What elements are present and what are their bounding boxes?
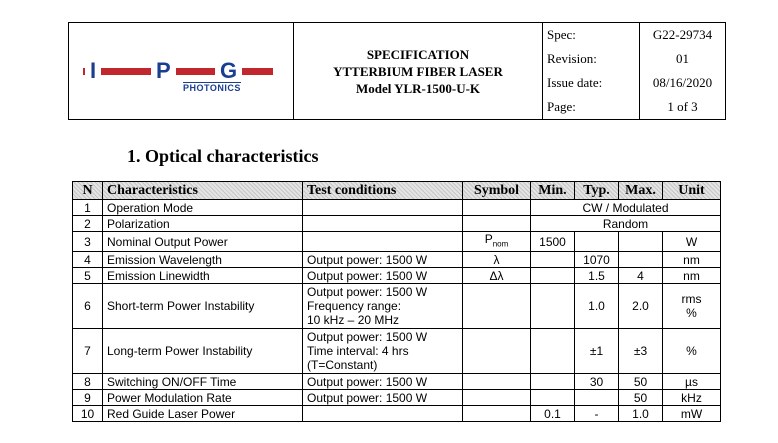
test-conditions — [303, 390, 463, 406]
test-conditions — [303, 268, 463, 284]
min-value: 1500 — [531, 232, 575, 252]
col-header-test-conditions: Test conditions — [303, 182, 463, 200]
table-row — [73, 390, 721, 406]
meta-value: G22-29734 — [652, 27, 713, 42]
col-header-unit: Unit — [663, 182, 721, 200]
col-header-characteristics: Characteristics — [103, 182, 303, 200]
row-number: 4 — [73, 252, 103, 268]
test-conditions — [303, 232, 463, 252]
unit: nm — [663, 268, 721, 284]
test-condition-line: Output power: 1500 W — [307, 390, 428, 405]
row-number: 10 — [73, 406, 103, 422]
symbol: λ — [463, 252, 531, 268]
test-condition-line: Output power: 1500 W — [307, 374, 428, 389]
typ-value — [575, 390, 619, 406]
meta-label: Spec: — [543, 23, 640, 47]
test-conditions — [303, 216, 463, 232]
characteristic: Short-term Power Instability — [103, 284, 303, 329]
max-value: 2.0 — [619, 284, 663, 329]
characteristic: Red Guide Laser Power — [103, 406, 303, 422]
test-conditions — [303, 374, 463, 390]
table-row — [73, 374, 721, 390]
test-conditions — [303, 406, 463, 422]
table-row — [73, 329, 721, 374]
logo-letter-g: G — [215, 58, 242, 84]
max-value: 50 — [619, 390, 663, 406]
table-header-row — [73, 182, 721, 200]
unit-line: % — [686, 306, 697, 321]
test-condition-line: Output power: 1500 W — [307, 268, 428, 283]
section-title: 1. Optical characteristics — [127, 146, 319, 166]
test-conditions — [303, 284, 463, 329]
typ-value: ±1 — [575, 329, 619, 374]
characteristic: Emission Linewidth — [103, 268, 303, 284]
characteristics-table — [72, 181, 721, 422]
unit: kHz — [663, 390, 721, 406]
col-header-symbol: Symbol — [463, 182, 531, 200]
min-value — [531, 374, 575, 390]
unit: W — [663, 232, 721, 252]
col-header-n: N — [73, 182, 103, 200]
symbol — [463, 284, 531, 329]
meta-table — [543, 23, 725, 119]
meta-value: 01 — [676, 51, 689, 66]
typ-value: 1.5 — [575, 268, 619, 284]
unit: nm — [663, 252, 721, 268]
min-value — [531, 268, 575, 284]
table-row — [73, 268, 721, 284]
col-header-typ: Typ. — [575, 182, 619, 200]
min-value — [531, 252, 575, 268]
logo-subtext: PHOTONICS — [183, 83, 241, 93]
unit — [663, 284, 721, 329]
typ-value: 1.0 — [575, 284, 619, 329]
max-value: ±3 — [619, 329, 663, 374]
row-number: 2 — [73, 216, 103, 232]
characteristic: Switching ON/OFF Time — [103, 374, 303, 390]
row-number: 6 — [73, 284, 103, 329]
table-row — [73, 232, 721, 252]
table-row — [73, 406, 721, 422]
table-row — [73, 200, 721, 216]
col-header-min: Min. — [531, 182, 575, 200]
document-title — [294, 23, 543, 120]
symbol — [463, 232, 531, 252]
symbol — [463, 216, 531, 232]
typ-value — [575, 232, 619, 252]
row-number: 7 — [73, 329, 103, 374]
characteristic: Operation Mode — [103, 200, 303, 216]
test-condition-line: Time interval: 4 hrs — [307, 344, 409, 359]
test-condition-line: Output power: 1500 W — [307, 330, 428, 345]
max-value: 4 — [619, 268, 663, 284]
characteristic: Long-term Power Instability — [103, 329, 303, 374]
table-row — [73, 216, 721, 232]
characteristic: Power Modulation Rate — [103, 390, 303, 406]
title-line-1: SPECIFICATION — [366, 46, 470, 62]
test-condition-line: 10 kHz – 20 MHz — [307, 313, 400, 328]
max-value: 1.0 — [619, 406, 663, 422]
meta-value: 08/16/2020 — [652, 75, 713, 90]
meta-label: Revision: — [543, 47, 640, 71]
meta-label: Issue date: — [543, 71, 640, 95]
symbol — [463, 406, 531, 422]
test-conditions — [303, 329, 463, 374]
title-line-3: Model YLR-1500-U-K — [355, 80, 481, 96]
test-conditions — [303, 252, 463, 268]
symbol-base: P — [484, 232, 493, 246]
test-condition-line: Frequency range: — [307, 299, 402, 314]
table-row — [73, 252, 721, 268]
meta-label: Page: — [543, 95, 640, 119]
max-value — [619, 252, 663, 268]
typ-value: 30 — [575, 374, 619, 390]
test-condition-line: (T=Constant) — [307, 358, 378, 373]
meta-row — [543, 71, 725, 95]
row-number: 5 — [73, 268, 103, 284]
test-conditions — [303, 200, 463, 216]
row-number: 9 — [73, 390, 103, 406]
symbol: Δλ — [463, 268, 531, 284]
ipg-photonics-logo — [83, 58, 273, 92]
test-condition-line: Output power: 1500 W — [307, 285, 428, 300]
max-value: 50 — [619, 374, 663, 390]
merged-value: Random — [531, 216, 721, 232]
unit: µs — [663, 374, 721, 390]
symbol — [463, 200, 531, 216]
meta-row — [543, 47, 725, 71]
min-value: 0.1 — [531, 406, 575, 422]
characteristic: Emission Wavelength — [103, 252, 303, 268]
unit: mW — [663, 406, 721, 422]
symbol-subscript: nom — [492, 239, 509, 249]
col-header-max: Max. — [619, 182, 663, 200]
unit: % — [663, 329, 721, 374]
document-header — [68, 22, 726, 120]
logo-red-band — [83, 68, 273, 75]
merged-value: CW / Modulated — [531, 200, 721, 216]
min-value — [531, 329, 575, 374]
document-meta — [543, 23, 726, 120]
symbol — [463, 374, 531, 390]
test-condition-line: Output power: 1500 W — [307, 252, 428, 267]
meta-row — [543, 95, 725, 119]
max-value — [619, 232, 663, 252]
logo-letter-p: P — [151, 58, 176, 84]
symbol — [463, 329, 531, 374]
min-value — [531, 390, 575, 406]
characteristic: Polarization — [103, 216, 303, 232]
meta-row — [543, 23, 725, 47]
row-number: 3 — [73, 232, 103, 252]
logo-letter-i: I — [85, 58, 101, 84]
title-line-2: YTTERBIUM FIBER LASER — [333, 63, 503, 79]
symbol — [463, 390, 531, 406]
row-number: 8 — [73, 374, 103, 390]
typ-value: 1070 — [575, 252, 619, 268]
row-number: 1 — [73, 200, 103, 216]
meta-value: 1 of 3 — [667, 99, 698, 114]
table-row — [73, 284, 721, 329]
logo-cell — [69, 23, 294, 120]
characteristic: Nominal Output Power — [103, 232, 303, 252]
min-value — [531, 284, 575, 329]
typ-value: - — [575, 406, 619, 422]
unit-line: rms — [681, 292, 702, 307]
